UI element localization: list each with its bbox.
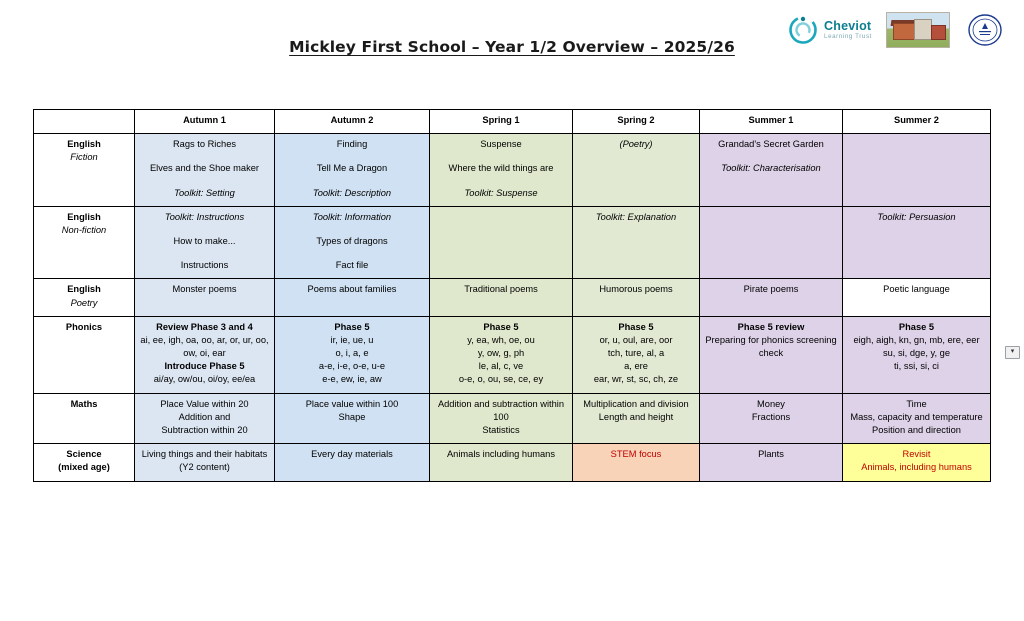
cell-line: Place value within 100	[305, 398, 399, 409]
row-header-subject: Phonics	[65, 321, 103, 332]
cheviot-learning-trust-logo	[788, 15, 872, 45]
cell-line: Phase 5 review	[737, 321, 805, 332]
column-header-spring-2: Spring 2	[573, 110, 700, 134]
row-header-subject: English	[67, 284, 101, 295]
row-header-phonics	[34, 316, 135, 393]
cell-line: Phase 5	[898, 321, 935, 332]
cell-poetry-autumn-2: Poems about families	[275, 279, 430, 316]
cell-line: Statistics	[482, 425, 520, 435]
column-header-spring-1: Spring 1	[430, 110, 573, 134]
cell-phonics-autumn-1	[135, 316, 275, 393]
row-header-subject: Maths	[70, 398, 98, 409]
cell-poetry-spring-2: Humorous poems	[573, 279, 700, 316]
cell-line: or, u, oul, are, oor	[599, 334, 673, 345]
cell-line: Revisit	[902, 449, 931, 460]
cell-english-nonfiction-spring-2	[573, 206, 700, 279]
cell-science-autumn-1	[135, 444, 275, 481]
cell-english-fiction-autumn-1	[135, 134, 275, 207]
cell-line	[434, 211, 568, 212]
cell-line: Plants	[758, 449, 784, 460]
cell-line: Addition and	[178, 411, 231, 422]
table-row-science	[34, 444, 991, 481]
cell-maths-spring-1	[430, 393, 573, 444]
cell-poetry-spring-1: Traditional poems	[430, 279, 573, 316]
row-header-science	[34, 444, 135, 481]
cell-line: o, i, a, e	[335, 348, 369, 359]
cell-line	[847, 138, 986, 139]
cell-line: Money	[757, 398, 785, 409]
column-header-summer-1: Summer 1	[700, 110, 843, 134]
cell-maths-autumn-1	[135, 393, 275, 444]
row-header-subject: Science	[66, 449, 102, 460]
cell-science-autumn-2	[275, 444, 430, 481]
cell-line: Phase 5	[483, 321, 519, 332]
cell-line: Phase 5	[334, 321, 370, 332]
cell-line: Time	[906, 398, 927, 409]
cell-phonics-summer-2	[843, 316, 991, 393]
cell-line: ai/ay, ow/ou, oi/oy, ee/ea	[153, 374, 256, 385]
cell-line: How to make...	[173, 235, 236, 246]
cell-line: Phase 5	[618, 321, 654, 332]
school-building-photo	[886, 12, 950, 48]
document-header	[0, 0, 1024, 92]
row-header-subject: English	[67, 211, 101, 222]
row-header-english-poetry	[34, 279, 135, 316]
cell-english-fiction-spring-2	[573, 134, 700, 207]
row-header-note: (mixed age)	[58, 462, 110, 473]
cell-line: Mass, capacity and temperature	[850, 411, 983, 422]
cell-line-toolkit: Toolkit: Information	[312, 211, 392, 222]
cell-line: Preparing for phonics screening check	[705, 334, 837, 359]
cell-line: su, si, dge, y, ge	[882, 348, 950, 359]
cell-line: Every day materials	[311, 449, 393, 460]
row-header-strand: Fiction	[70, 152, 98, 163]
table-row-maths	[34, 393, 991, 444]
table-row-english-poetry	[34, 279, 991, 316]
cell-phonics-spring-1	[430, 316, 573, 393]
cell-english-nonfiction-autumn-1	[135, 206, 275, 279]
cell-line: Introduce Phase 5	[164, 361, 245, 372]
cell-line: Suspense	[480, 139, 522, 150]
cell-line: ir, ie, ue, u	[330, 334, 374, 345]
cell-phonics-autumn-2	[275, 316, 430, 393]
cell-line: Place Value within 20	[160, 398, 249, 409]
cell-line: Instructions	[180, 260, 229, 271]
cell-line: tch, ture, al, a	[607, 348, 665, 359]
cell-english-nonfiction-spring-1	[430, 206, 573, 279]
cell-poetry-summer-1: Pirate poems	[700, 279, 843, 316]
cell-line-toolkit: Toolkit: Instructions	[164, 211, 245, 222]
cell-line: Tell Me a Dragon	[316, 163, 388, 174]
cell-line: (Poetry)	[619, 139, 653, 150]
cell-line: ear, wr, st, sc, ch, ze	[593, 374, 679, 385]
column-header-corner	[34, 110, 135, 134]
cell-science-summer-1	[700, 444, 843, 481]
cell-line: a, ere	[624, 361, 648, 372]
cell-line: eigh, aigh, kn, gn, mb, ere, eer	[853, 334, 980, 345]
cell-poetry-summer-2: Poetic language	[843, 279, 991, 316]
table-header-row	[34, 110, 991, 134]
cell-science-spring-1	[430, 444, 573, 481]
cell-line: y, ea, wh, oe, ou	[467, 334, 535, 345]
row-header-english-fiction	[34, 134, 135, 207]
cell-line: o-e, o, ou, se, ce, ey	[458, 374, 544, 385]
cell-line: Rags to Riches	[172, 139, 237, 150]
cell-poetry-autumn-1: Monster poems	[135, 279, 275, 316]
cell-line: Where the wild things are	[448, 163, 554, 174]
cell-line: Review Phase 3 and 4	[156, 321, 253, 332]
row-header-maths	[34, 393, 135, 444]
cell-maths-summer-1	[700, 393, 843, 444]
cheviot-swirl-icon	[788, 15, 818, 45]
cell-line-toolkit: Toolkit: Setting	[174, 187, 235, 198]
cell-line: Length and height	[598, 411, 674, 422]
cell-english-fiction-summer-1	[700, 134, 843, 207]
column-header-autumn-2: Autumn 2	[275, 110, 430, 134]
cell-maths-summer-2	[843, 393, 991, 444]
cell-line-toolkit: Toolkit: Explanation	[595, 211, 677, 222]
cell-phonics-spring-2	[573, 316, 700, 393]
trust-tagline: Learning Trust	[824, 32, 872, 40]
curriculum-overview-table	[33, 109, 990, 482]
cell-line-toolkit: Toolkit: Persuasion	[877, 211, 956, 222]
cell-line: Addition and subtraction within 100	[437, 398, 565, 422]
cell-maths-autumn-2	[275, 393, 430, 444]
cell-line-toolkit: Toolkit: Suspense	[464, 187, 538, 198]
cell-line: Grandad's Secret Garden	[718, 139, 824, 150]
table-row-english-fiction	[34, 134, 991, 207]
cell-line-toolkit: Toolkit: Characterisation	[721, 163, 821, 174]
cheviot-wordmark	[824, 20, 872, 41]
cell-phonics-summer-1	[700, 316, 843, 393]
cell-line: Finding	[336, 139, 368, 150]
cell-english-nonfiction-summer-2	[843, 206, 991, 279]
cell-line: Elves and the Shoe maker	[149, 163, 260, 174]
cell-line: ai, ee, igh, oa, oo, ar, or, ur, oo, ow, oi, ear	[140, 334, 269, 359]
row-header-strand: Poetry	[70, 297, 98, 308]
cell-line: Animals including humans	[446, 449, 555, 460]
cell-line-toolkit: Toolkit: Description	[312, 187, 392, 198]
cell-line: a-e, i-e, o-e, u-e	[318, 361, 386, 372]
cell-english-nonfiction-summer-1	[700, 206, 843, 279]
cell-line: Animals, including humans	[861, 462, 972, 473]
row-header-english-non-fiction	[34, 206, 135, 279]
cell-science-summer-2	[843, 444, 991, 481]
cell-line: Shape	[338, 411, 366, 422]
trust-name: Cheviot	[824, 18, 872, 33]
cell-line: Multiplication and division	[583, 398, 689, 409]
cell-line: Living things and their habitats (Y2 content)	[141, 449, 268, 473]
cell-english-fiction-spring-1	[430, 134, 573, 207]
column-header-summer-2: Summer 2	[843, 110, 991, 134]
cell-science-spring-2	[573, 444, 700, 481]
school-crest-seal	[964, 13, 1006, 47]
cell-english-nonfiction-autumn-2	[275, 206, 430, 279]
table-row-phonics	[34, 316, 991, 393]
cell-line: ti, ssi, si, ci	[894, 361, 939, 372]
cell-line: Fact file	[335, 260, 369, 271]
chevron-down-icon[interactable]: ▾	[1005, 346, 1020, 359]
table-row-english-non-fiction	[34, 206, 991, 279]
cell-line: le, al, c, ve	[478, 361, 524, 372]
cell-english-fiction-summer-2	[843, 134, 991, 207]
row-header-strand: Non-fiction	[61, 224, 107, 235]
cell-line: Fractions	[751, 411, 791, 422]
column-header-autumn-1: Autumn 1	[135, 110, 275, 134]
cell-line: Subtraction within 20	[161, 425, 248, 435]
cell-english-fiction-autumn-2	[275, 134, 430, 207]
cell-maths-spring-2	[573, 393, 700, 444]
cell-line: y, ow, g, ph	[477, 348, 525, 359]
cell-line	[704, 211, 838, 212]
cell-line: e-e, ew, ie, aw	[322, 374, 382, 385]
cell-line: Types of dragons	[316, 235, 388, 246]
logo-group	[788, 12, 1006, 48]
page-title: Mickley First School – Year 1/2 Overview – 2025/26	[289, 38, 735, 56]
cell-line: Position and direction	[872, 425, 961, 435]
cell-line: STEM focus	[610, 449, 662, 460]
row-header-subject: English	[67, 139, 101, 150]
